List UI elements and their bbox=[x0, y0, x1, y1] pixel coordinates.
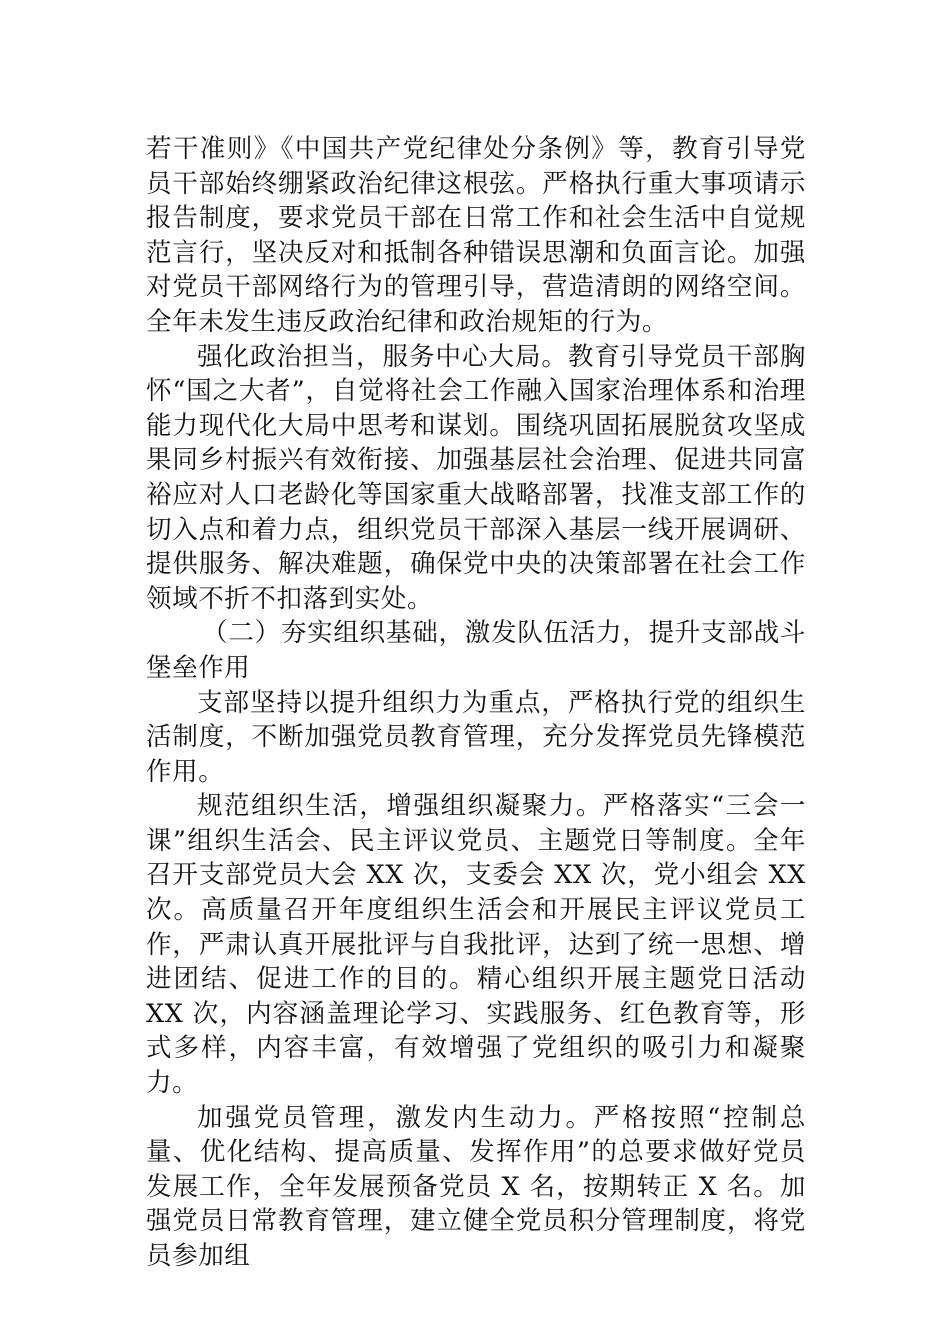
document-body bbox=[146, 132, 806, 1274]
paragraph-organization-intro: 支部坚持以提升组织力为重点，严格执行党的组织生活制度，不断加强党员教育管理，充分发挥党员先锋模范作用。 bbox=[146, 687, 806, 787]
paragraph-political-responsibility: 强化政治担当，服务中心大局。教育引导党员干部胸怀“国之大者”，自觉将社会工作融入国家治理体系和治理能力现代化大局中思考和谋划。围绕巩固拓展脱贫攻坚成果同乡村振兴有效衔接、加强基层社会治理、促进共同富裕应对人口老龄化等国家重大战略部署，找准支部工作的切入点和着力点，组织党员干部深入基层一线开展调研、提供服务、解决难题，确保党中央的决策部署在社会工作领域不折不扣落到实处。 bbox=[146, 341, 806, 614]
section-heading-organization: （二）夯实组织基础，激发队伍活力，提升支部战斗堡垒作用 bbox=[146, 618, 806, 683]
paragraph-organization-life: 规范组织生活，增强组织凝聚力。严格落实“三会一课”组织生活会、民主评议党员、主题党日等制度。全年召开支部党员大会 XX 次，支委会 XX 次，党小组会 XX 次。高质量召开年度组织生活会和开展民主评议党员工作，严肃认真开展批评与自我批评，达到了统一思想、增进团结、促进工作的目的。精心组织开展主题党日活动 XX 次，内容涵盖理论学习、实践服务、红色教育等，形式多样，内容丰富，有效增强了党组织的吸引力和凝聚力。 bbox=[146, 791, 806, 1099]
paragraph-member-management: 加强党员管理，激发内生动力。严格按照“控制总量、优化结构、提高质量、发挥作用”的总要求做好党员发展工作，全年发展预备党员 X 名，按期转正 X 名。加强党员日常教育管理，建立健全党员积分管理制度，将党员参加组 bbox=[146, 1102, 806, 1271]
paragraph-political-discipline-continued: 若干准则》《中国共产党纪律处分条例》等，教育引导党员干部始终绷紧政治纪律这根弦。严格执行重大事项请示报告制度，要求党员干部在日常工作和社会生活中自觉规范言行，坚决反对和抵制各种错误思潮和负面言论。加强对党员干部网络行为的管理引导，营造清朗的网络空间。全年未发生违反政治纪律和政治规矩的行为。 bbox=[146, 134, 806, 337]
